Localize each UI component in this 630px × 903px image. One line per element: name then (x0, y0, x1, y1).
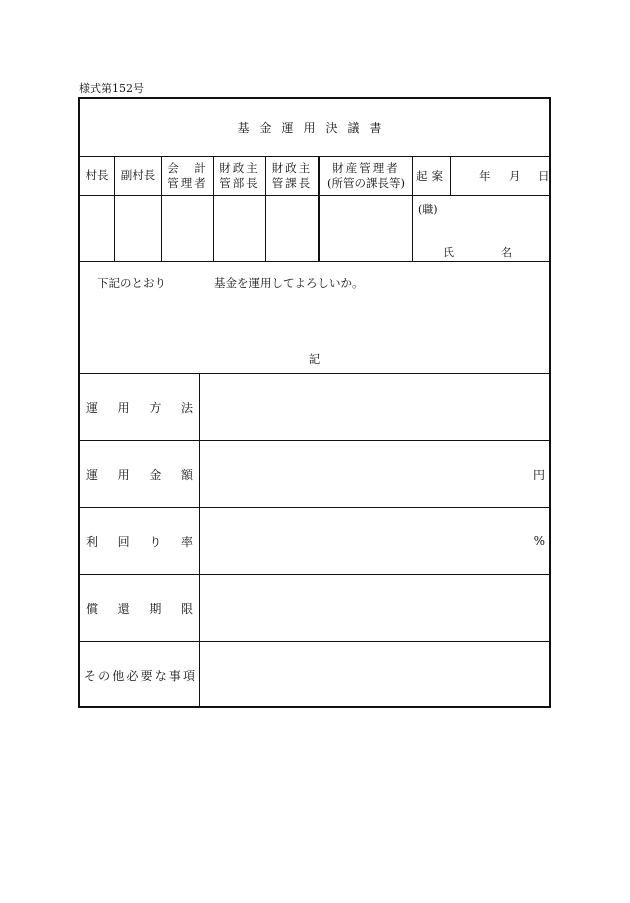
stamp-box-finance-section-chief[interactable] (266, 196, 320, 262)
item-label-char: 事 (168, 668, 181, 683)
name-label-second: 名 (501, 246, 512, 259)
approval-header-line2: 管課長 (271, 175, 313, 190)
approval-header-line2: 管部長 (219, 175, 260, 190)
item-label-char: 方 (149, 400, 162, 415)
item-label-char: 額 (180, 467, 193, 482)
approval-header-village-chief (80, 156, 115, 196)
item-label-char: 還 (117, 601, 130, 616)
form-frame (78, 97, 551, 708)
item-row-redemption-date (80, 574, 549, 641)
approval-header-property-manager (320, 156, 413, 196)
stamp-box-accounting-manager[interactable] (162, 196, 214, 262)
item-label-char: 項 (182, 668, 195, 683)
approval-header-accounting-manager (162, 156, 214, 196)
item-row-amount (80, 440, 549, 507)
approval-header-line1: 財政主 (271, 160, 313, 175)
stamp-box-property-manager[interactable] (320, 196, 413, 262)
drafting-date-cell (451, 156, 549, 196)
request-text-suffix: 基金を運用してよろしいか。 (214, 276, 364, 290)
request-text-prefix: 下記のとおり (97, 276, 166, 290)
item-label-char: 用 (117, 467, 130, 482)
item-label-char: 期 (149, 601, 162, 616)
item-label-char: 要 (140, 668, 153, 683)
item-label (80, 575, 200, 641)
item-label-char: 限 (180, 601, 193, 616)
position-label: (職) (418, 203, 438, 216)
approval-header-line2: (所管の課長等) (327, 175, 405, 190)
approval-header-finance-director (214, 156, 266, 196)
approval-header-deputy-chief (115, 156, 162, 196)
stamp-box-deputy-chief[interactable] (115, 196, 162, 262)
item-label-char: 必 (126, 668, 139, 683)
date-day-label: 日 (538, 169, 550, 183)
item-label (80, 642, 200, 708)
item-label-char: り (149, 534, 162, 549)
form-title: 基金運用決議書 (237, 121, 392, 135)
item-label-char: 償 (86, 601, 99, 616)
unit-yen: 円 (532, 467, 545, 482)
item-label-char: な (154, 668, 167, 683)
approval-header-line2: 管理者 (167, 175, 208, 190)
form-number: 様式第152号 (79, 82, 144, 95)
approval-header-label: 副村長 (120, 168, 156, 182)
date-month-label: 月 (509, 169, 521, 183)
request-statement (97, 275, 364, 291)
item-label-char: 運 (86, 467, 99, 482)
approval-header-line1: 財産管理者 (332, 160, 400, 175)
item-label-char: 用 (117, 400, 130, 415)
item-row-method (80, 373, 549, 440)
drafting-label: 起案 (416, 168, 447, 183)
item-label-char: 率 (180, 534, 193, 549)
drafting-label-cell (413, 156, 451, 196)
item-label-char: の (98, 668, 111, 683)
item-label-char: 回 (117, 534, 130, 549)
item-label-char: 法 (180, 400, 193, 415)
stamp-box-finance-director[interactable] (214, 196, 266, 262)
date-year-label: 年 (479, 169, 491, 183)
item-label (80, 441, 200, 507)
item-row-yield (80, 507, 549, 574)
ki-heading: 記 (308, 352, 321, 366)
item-label-char: 金 (149, 467, 162, 482)
title-row (80, 99, 549, 157)
item-label-char: 利 (86, 534, 99, 549)
drafter-signature-cell[interactable] (413, 196, 549, 262)
item-label (80, 374, 200, 440)
item-row-other-matters (80, 641, 549, 708)
approval-header-label: 村長 (85, 168, 109, 182)
item-label-char: そ (84, 668, 97, 683)
approval-header-finance-section-chief (266, 156, 320, 196)
item-label-char: 他 (112, 668, 125, 683)
unit-percent: % (533, 534, 545, 548)
name-label-first: 氏 (443, 246, 454, 259)
approval-header-line1: 財政主 (219, 160, 260, 175)
stamp-box-village-chief[interactable] (80, 196, 115, 262)
approval-header-line1: 会 計 (167, 160, 208, 175)
item-label (80, 508, 200, 574)
item-label-char: 運 (86, 400, 99, 415)
